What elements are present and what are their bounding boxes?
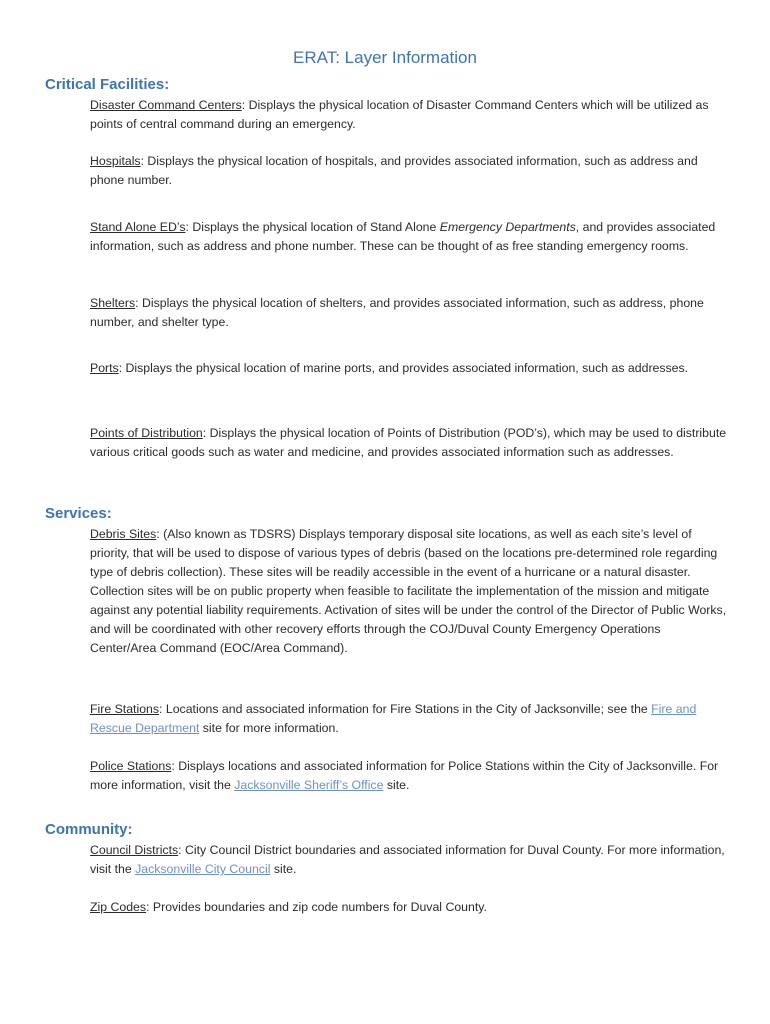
fire-rescue-department-link[interactable]: Fire and Rescue Department xyxy=(90,702,697,735)
separator: : xyxy=(185,220,193,234)
description-emphasis: Emergency Departments xyxy=(439,220,576,234)
description-before: City Council District boundaries and associated information for Duval County. For more information, visit the xyxy=(90,843,725,876)
term: Zip Codes xyxy=(90,900,147,914)
separator: : xyxy=(140,154,148,168)
term: Police Stations xyxy=(90,759,172,773)
description-after: site for more information. xyxy=(199,721,339,735)
term: Ports xyxy=(90,361,119,375)
entry-council-districts xyxy=(90,841,730,879)
description-after: site. xyxy=(270,862,297,876)
separator: : xyxy=(241,98,249,112)
section-heading-community: Community: xyxy=(45,821,133,838)
description: Displays the physical location of marine ports, and provides associated information, such as addresses. xyxy=(125,361,689,375)
term: Hospitals xyxy=(90,154,141,168)
separator: : xyxy=(159,702,166,716)
entry-zip-codes xyxy=(90,898,730,917)
term: Shelters xyxy=(90,296,136,310)
separator: : xyxy=(171,759,179,773)
description-before: Displays locations and associated information for Police Stations within the City of Jacksonville. For more information, visit the xyxy=(90,759,719,792)
term: Fire Stations xyxy=(90,702,160,716)
description: (Also known as TDSRS) Displays temporary disposal site locations, as well as each site’s level of priority, that will be used to dispose of various types of debris (based on the locations pre-determined role regarding type of debris collection). These sites will be readily accessible in the event of a hurricane or a natural disaster. Collection sites will be on public property when feasible to facilitate the implementation of the mission and mitigate against any potential liability requirements. Activation of sites will be under the control of the Director of Public Works, and will be coordinated with other recovery efforts through the COJ/Duval County Emergency Operations Center/Area Command (EOC/Area Command). xyxy=(90,527,727,655)
separator: : xyxy=(146,900,153,914)
description: Displays the physical location of shelters, and provides associated information, such as address, phone number, and shelter type. xyxy=(90,296,704,329)
section-heading-critical-facilities: Critical Facilities: xyxy=(45,76,170,93)
entry-debris-sites xyxy=(90,525,730,658)
entry-police-stations xyxy=(90,757,730,795)
section-heading-services: Services: xyxy=(45,505,112,522)
separator: : xyxy=(178,843,185,857)
term: Council Districts xyxy=(90,843,179,857)
entry-ports xyxy=(90,359,730,378)
description: Displays the physical location of Points of Distribution (POD’s), which may be used to distribute various critical goods such as water and medicine, and provides associated information such as addresses. xyxy=(90,426,727,459)
description-before: Locations and associated information for Fire Stations in the City of Jacksonville; see the xyxy=(165,702,652,716)
page-title: ERAT: Layer Information xyxy=(293,48,477,67)
entry-disaster-command-centers xyxy=(90,96,730,134)
jacksonville-city-council-link[interactable]: Jacksonville City Council xyxy=(135,862,271,876)
description-after: site. xyxy=(383,778,410,792)
separator: : xyxy=(135,296,142,310)
separator: : xyxy=(118,361,126,375)
term: Points of Distribution xyxy=(90,426,203,440)
description-before: Displays the physical location of Stand Alone xyxy=(192,220,440,234)
entry-stand-alone-eds xyxy=(90,218,730,256)
jacksonville-sheriffs-office-link[interactable]: Jacksonville Sheriff’s Office xyxy=(234,778,384,792)
separator: : xyxy=(202,426,210,440)
entry-points-of-distribution xyxy=(90,424,730,462)
term: Debris Sites xyxy=(90,527,157,541)
term: Stand Alone ED’s xyxy=(90,220,186,234)
entry-fire-stations xyxy=(90,700,730,738)
description: Displays the physical location of Disaster Command Centers which will be utilized as points of central command during an emergency. xyxy=(90,98,709,131)
separator: : xyxy=(156,527,164,541)
description: Provides boundaries and zip code numbers for Duval County. xyxy=(152,900,487,914)
entry-hospitals xyxy=(90,152,730,190)
description: Displays the physical location of hospitals, and provides associated information, such as address and phone number. xyxy=(90,154,698,187)
description-after: , and provides associated information, such as address and phone number. These can be thought of as free standing emergency rooms. xyxy=(90,220,716,253)
entry-shelters xyxy=(90,294,730,332)
term: Disaster Command Centers xyxy=(90,98,242,112)
